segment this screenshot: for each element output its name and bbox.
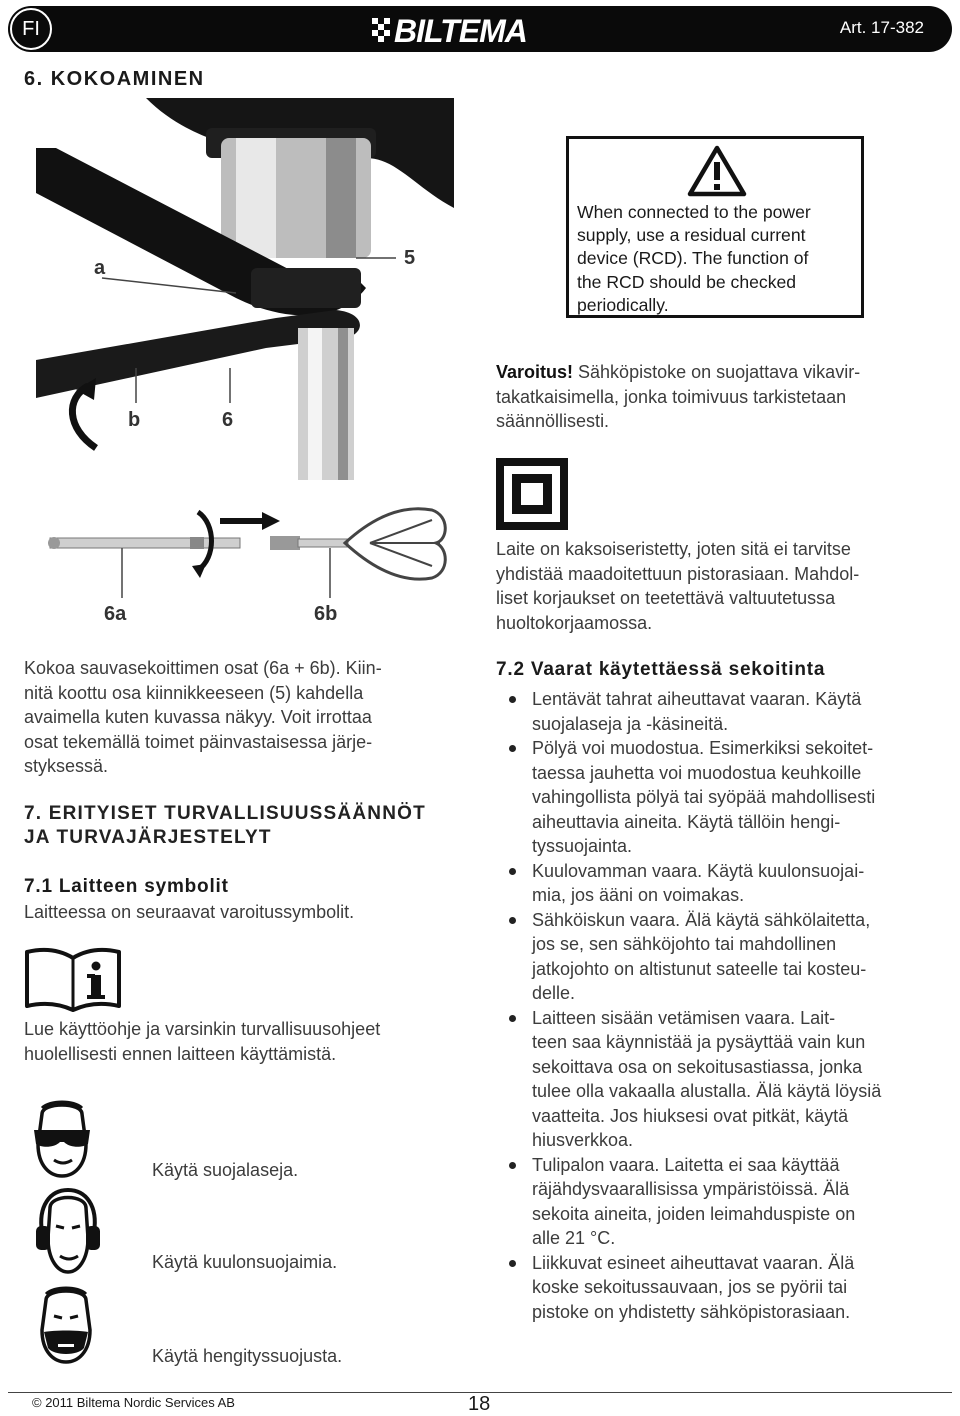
hazard-item: Tulipalon vaara. Laitetta ei saa käyttää räjähdysvaarallisissa ympäristöissä. Älä sekoita aineita, joiden leimahduspiste on alle 21 °C. [496, 1153, 946, 1251]
hazard-item: Lentävät tahrat aiheuttavat vaaran. Käytä suojalaseja ja -käsineitä. [496, 687, 946, 736]
footer-copyright: © 2011 Biltema Nordic Services AB [32, 1395, 235, 1410]
subsection-heading-symbols: 7.1 Laitteen symbolit [24, 876, 229, 897]
hazard-list [496, 687, 946, 1324]
warning-text-en: When connected to the power supply, use a residual current device (RCD). The function of the RCD should be checked periodically. [577, 202, 811, 315]
symbols-intro: Laitteessa on seuraavat varoitussymbolit. [24, 902, 355, 922]
hazard-item: Pölyä voi muodostua. Esimerkiksi sekoitet- taessa jauhetta voi muodostua keuhkoille vahingollista pölyä tai syöpää mahdollisesti aiheuttavia aineita. Käytä tällöin hengi- tyssuojainta. [496, 736, 946, 859]
part-label-6a: 6a [104, 603, 127, 625]
page-number: 18 [468, 1393, 491, 1415]
photo-label-6: 6 [222, 409, 234, 431]
warning-box [566, 136, 864, 318]
hazard-item: Liikkuvat esineet aiheuttavat vaaran. Älä koske sekoitussauvaan, jos se pyörii tai pistoke on yhdistetty sähköpistorasiaan. [496, 1251, 946, 1325]
photo-label-b: b [128, 409, 141, 431]
language-badge: FI [10, 8, 52, 50]
double-insulation-icon [496, 458, 568, 530]
assembly-photo [36, 98, 454, 480]
warning-triangle-icon [687, 145, 747, 197]
ppe-hearing-text: Käytä kuulonsuojaimia. [152, 1252, 338, 1272]
respiratory-mask-icon [30, 1280, 102, 1366]
part-label-6b: 6b [314, 603, 338, 625]
double-insulation-text: Laite on kaksoiseristetty, joten sitä ei tarvitse yhdistää maadoitettuun pistorasiaan. Mahdol- liset korjaukset on teetettävä valtuutetussa huoltokorjaamossa. [496, 539, 860, 633]
section-heading-safety: 7. ERITYISET TURVALLISUUSSÄÄNNÖT JA TURVAJÄRJESTELYT [24, 803, 426, 848]
article-number: Art. 17-382 [839, 18, 924, 37]
photo-label-a: a [94, 257, 106, 279]
hazard-item: Laitteen sisään vetämisen vaara. Lait- teen saa käynnistää ja pysäyttää vain kun sekoittava osa on sekoitusastiassa, jonka tulee olla vakaalla alustalla. Älä käytä löysiä vaatteita. Jos hiuksesi ovat pitkät, käytä hiusverkkoa. [496, 1006, 946, 1153]
brand-name: BILTEMA [394, 13, 527, 46]
section-heading-assembly: 6. KOKOAMINEN [24, 68, 205, 90]
read-manual-icon [24, 946, 122, 1012]
hazard-item: Sähköiskun vaara. Älä käytä sähkölaitetta, jos se, sen sähköjohto tai mahdollinen jatkojohto on altistunut sateelle tai kosteu- delle. [496, 908, 946, 1006]
mixer-parts-illustration [40, 500, 460, 630]
hazard-item: Kuulovamman vaara. Käytä kuulonsuojai- mia, jos ääni on voimakas. [496, 859, 946, 908]
safety-glasses-icon [26, 1094, 98, 1180]
subsection-heading-hazards: 7.2 Vaarat käytettäessä sekoitinta [496, 659, 826, 680]
manual-instruction: Lue käyttöohje ja varsinkin turvallisuusohjeet huolellisesti ennen laitteen käyttämistä. [24, 1019, 381, 1064]
ppe-glasses-text: Käytä suojalaseja. [152, 1160, 299, 1180]
brand-logo [372, 12, 588, 46]
ppe-mask-text: Käytä hengityssuojusta. [152, 1346, 343, 1366]
warning-text-fi: Varoitus! Sähköpistoke on suojattava vikavir- takatkaisimella, jonka toimivuus tarkistetaan säännöllisesti. [496, 362, 861, 431]
hearing-protection-icon [30, 1186, 106, 1276]
photo-label-5: 5 [404, 247, 416, 269]
assembly-instructions: Kokoa sauvasekoittimen osat (6a + 6b). Kiin- nitä koottu osa kiinnikkeeseen (5) kahdella avaimella kuten kuvassa näkyy. Voit irrottaa osat tekemällä toimet päinvastaisessa järje- styksessä. [24, 658, 382, 776]
